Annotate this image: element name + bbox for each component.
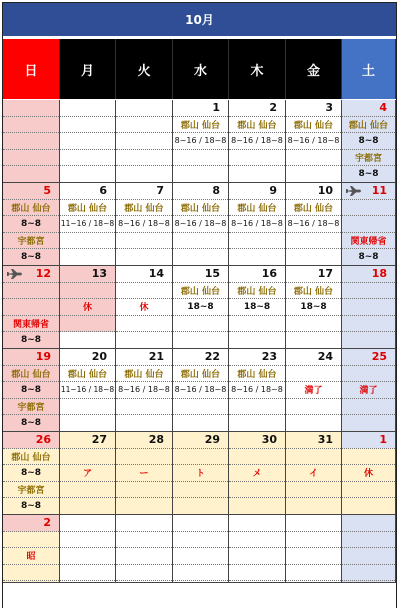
day-number — [286, 515, 341, 532]
day-number: 17 — [286, 266, 341, 283]
day-entry: 8~16 / 18~8 — [286, 133, 341, 150]
day-entry — [286, 565, 341, 582]
day-entry — [60, 532, 115, 549]
weekday-header: 日 — [3, 39, 60, 99]
day-entry — [116, 498, 172, 515]
day-entry: 郡山 仙台 — [173, 117, 228, 134]
day-entry: 郡山 仙台 — [286, 117, 341, 134]
day-entry — [286, 366, 341, 383]
day-cell[interactable] — [173, 183, 229, 266]
day-number: 2 — [229, 100, 285, 117]
weekday-header: 金 — [286, 39, 342, 99]
day-entry — [229, 233, 285, 250]
day-entry — [342, 316, 395, 333]
day-entry — [342, 548, 395, 565]
day-entry: 宇都宮 — [3, 399, 59, 416]
day-entry — [173, 415, 228, 432]
day-number — [116, 515, 172, 532]
day-entry — [173, 565, 228, 582]
day-entry — [229, 548, 285, 565]
day-number — [3, 100, 59, 117]
day-cell[interactable] — [342, 432, 396, 515]
day-entry — [116, 548, 172, 565]
day-entry: 宇都宮 — [3, 233, 59, 250]
day-entry — [286, 316, 341, 333]
day-entry: ア — [60, 465, 115, 482]
day-cell[interactable] — [342, 349, 396, 432]
day-entry: 8~8 — [358, 169, 379, 180]
day-entry — [116, 166, 172, 183]
day-number: 11 — [342, 183, 395, 200]
day-entry: 郡山 仙台 — [60, 366, 115, 383]
day-number: 8 — [173, 183, 228, 200]
day-entry: 11~16 / 18~8 — [60, 382, 115, 399]
day-entry — [229, 316, 285, 333]
day-entry: 8~8 — [3, 216, 59, 233]
day-entry — [116, 249, 172, 266]
day-entry: 8~16 / 18~8 — [116, 382, 172, 399]
day-entry — [342, 565, 395, 582]
day-entry — [173, 548, 228, 565]
day-number: 19 — [3, 349, 59, 366]
day-cell[interactable] — [116, 266, 173, 349]
day-entry — [173, 249, 228, 266]
day-entry: 郡山 仙台 — [173, 366, 228, 383]
day-entry: 宇都宮 — [342, 150, 395, 167]
day-number: 29 — [173, 432, 228, 449]
day-entry — [173, 233, 228, 250]
day-number: 27 — [60, 432, 115, 449]
day-cell[interactable] — [229, 349, 286, 432]
day-entry: 郡山 仙台 — [3, 200, 59, 217]
day-entry: 18~8 — [173, 299, 228, 316]
day-entry — [60, 548, 115, 565]
day-cell[interactable] — [60, 266, 116, 349]
notes-area — [3, 582, 396, 609]
day-number: 25 — [342, 349, 395, 366]
day-entry: 8~16 / 18~8 — [229, 216, 285, 233]
day-entry — [60, 332, 115, 349]
day-number: 22 — [173, 349, 228, 366]
day-entry: 関東帰省 — [342, 233, 395, 250]
day-entry — [173, 316, 228, 333]
day-entry — [286, 332, 341, 349]
day-cell[interactable] — [229, 183, 286, 266]
day-entry — [229, 532, 285, 549]
day-entry: 満了 — [286, 382, 341, 399]
day-entry — [116, 415, 172, 432]
day-entry: 8~16 / 18~8 — [173, 133, 228, 150]
day-entry — [173, 150, 228, 167]
day-entry — [60, 482, 115, 499]
day-entry: 昭 — [3, 548, 59, 565]
day-entry — [342, 399, 395, 416]
day-entry — [286, 249, 341, 266]
day-cell[interactable] — [173, 266, 229, 349]
day-entry — [286, 399, 341, 416]
day-number: 23 — [229, 349, 285, 366]
day-entry: 郡山 仙台 — [116, 200, 172, 217]
day-number: 16 — [229, 266, 285, 283]
day-entry: 郡山 仙台 — [286, 200, 341, 217]
day-number: 21 — [116, 349, 172, 366]
day-entry — [342, 482, 395, 499]
day-number — [116, 100, 172, 117]
day-entry — [229, 415, 285, 432]
day-number: 31 — [286, 432, 341, 449]
day-cell[interactable] — [116, 432, 173, 515]
day-entry — [3, 283, 59, 300]
day-entry: 満了 — [342, 382, 395, 399]
day-entry — [3, 133, 59, 150]
day-entry: 郡山 仙台 — [229, 366, 285, 383]
day-entry: 郡山 仙台 — [229, 117, 285, 134]
day-cell[interactable] — [286, 432, 342, 515]
day-entry — [286, 482, 341, 499]
day-entry: 郡山 仙台 — [3, 366, 59, 383]
day-entry — [116, 117, 172, 134]
day-entry: 8~16 / 18~8 — [229, 382, 285, 399]
day-number: 18 — [342, 266, 395, 283]
day-entry: 宇都宮 — [3, 482, 59, 499]
day-entry: 郡山 仙台 — [173, 283, 228, 300]
day-entry — [286, 166, 341, 183]
day-entry — [342, 532, 395, 549]
day-entry — [286, 415, 341, 432]
day-entry: ー — [116, 465, 172, 482]
day-entry — [116, 532, 172, 549]
day-entry — [116, 316, 172, 333]
day-entry — [342, 200, 395, 217]
day-entry: 8~8 — [20, 335, 42, 346]
day-number: 6 — [60, 183, 115, 200]
day-cell[interactable] — [342, 183, 396, 266]
day-entry: ト — [173, 465, 228, 482]
day-entry: 11~16 / 18~8 — [60, 216, 115, 233]
day-entry: 郡山 仙台 — [3, 449, 59, 466]
day-cell[interactable] — [286, 183, 342, 266]
day-cell[interactable] — [3, 100, 60, 183]
day-entry — [3, 532, 59, 549]
day-cell[interactable] — [60, 349, 116, 432]
day-entry: 郡山 仙台 — [342, 117, 395, 134]
day-entry — [116, 150, 172, 167]
day-number: 3 — [286, 100, 341, 117]
day-number: 24 — [286, 349, 341, 366]
day-cell[interactable] — [60, 432, 116, 515]
day-entry: 18~8 — [229, 299, 285, 316]
day-entry — [342, 299, 395, 316]
day-entry — [60, 415, 115, 432]
weekday-header: 水 — [173, 39, 229, 99]
day-number: 12 — [3, 266, 59, 283]
day-entry — [116, 133, 172, 150]
day-entry — [286, 150, 341, 167]
day-number: 13 — [60, 266, 115, 283]
day-cell[interactable] — [286, 100, 342, 183]
day-entry: 8~16 / 18~8 — [229, 133, 285, 150]
day-number: 1 — [173, 100, 228, 117]
day-entry: 18~8 — [286, 299, 341, 316]
day-entry — [173, 449, 228, 466]
day-entry — [116, 565, 172, 582]
day-entry — [229, 498, 285, 515]
day-entry: 8~8 — [3, 382, 59, 399]
day-cell[interactable] — [286, 349, 342, 432]
day-entry — [60, 150, 115, 167]
day-number — [60, 100, 115, 117]
day-entry: 8~16 / 18~8 — [173, 216, 228, 233]
calendar-frame — [2, 2, 397, 608]
day-entry: 8~16 / 18~8 — [173, 382, 228, 399]
day-entry — [229, 482, 285, 499]
day-entry — [342, 332, 395, 349]
day-number: 20 — [60, 349, 115, 366]
day-entry — [60, 316, 115, 333]
day-number: 4 — [342, 100, 395, 117]
day-entry — [60, 399, 115, 416]
day-number — [173, 515, 228, 532]
day-entry: 郡山 仙台 — [286, 283, 341, 300]
day-number: 28 — [116, 432, 172, 449]
day-entry — [229, 249, 285, 266]
day-entry — [286, 548, 341, 565]
day-entry: メ — [229, 465, 285, 482]
day-entry: 休 — [60, 299, 115, 316]
day-cell[interactable] — [342, 266, 396, 349]
day-entry: 郡山 仙台 — [60, 200, 115, 217]
day-cell[interactable] — [286, 266, 342, 349]
day-entry: イ — [286, 465, 341, 482]
day-cell[interactable] — [60, 183, 116, 266]
day-cell[interactable] — [173, 349, 229, 432]
day-cell[interactable] — [229, 100, 286, 183]
day-entry — [229, 399, 285, 416]
day-entry — [229, 150, 285, 167]
day-cell[interactable] — [173, 100, 229, 183]
day-entry — [173, 498, 228, 515]
day-entry: 8~8 — [20, 418, 42, 429]
day-entry — [3, 299, 59, 316]
day-entry — [286, 532, 341, 549]
day-entry — [173, 399, 228, 416]
day-entry — [116, 332, 172, 349]
day-entry — [173, 532, 228, 549]
day-entry: 8~8 — [342, 133, 395, 150]
day-entry — [60, 117, 115, 134]
day-entry — [116, 399, 172, 416]
weekday-header: 火 — [116, 39, 173, 99]
day-number: 5 — [3, 183, 59, 200]
day-entry — [342, 449, 395, 466]
day-entry — [342, 366, 395, 383]
day-entry: 8~16 / 18~8 — [286, 216, 341, 233]
day-entry — [60, 233, 115, 250]
day-entry: 郡山 仙台 — [229, 200, 285, 217]
day-entry — [60, 498, 115, 515]
airplane-icon — [7, 268, 23, 280]
weekday-header: 月 — [60, 39, 116, 99]
day-entry — [116, 482, 172, 499]
day-number: 9 — [229, 183, 285, 200]
day-entry: 郡山 仙台 — [173, 200, 228, 217]
day-entry — [60, 283, 115, 300]
day-entry — [60, 166, 115, 183]
day-entry — [116, 449, 172, 466]
day-entry — [229, 449, 285, 466]
day-entry — [116, 233, 172, 250]
day-number — [229, 515, 285, 532]
day-entry: 8~8 — [20, 501, 42, 512]
day-number: 15 — [173, 266, 228, 283]
day-entry — [286, 233, 341, 250]
day-entry: 8~8 — [358, 252, 379, 263]
day-cell[interactable] — [3, 183, 60, 266]
day-entry: 休 — [116, 299, 172, 316]
day-entry: 関東帰省 — [3, 316, 59, 333]
day-entry: 休 — [342, 465, 395, 482]
day-entry — [60, 249, 115, 266]
day-cell[interactable] — [229, 432, 286, 515]
day-entry — [173, 482, 228, 499]
day-cell[interactable] — [229, 266, 286, 349]
airplane-icon — [346, 185, 362, 197]
day-entry — [342, 498, 395, 515]
month-title: 10月 — [3, 3, 396, 36]
day-cell[interactable] — [116, 349, 173, 432]
day-number: 14 — [116, 266, 172, 283]
day-entry — [342, 415, 395, 432]
day-entry — [342, 216, 395, 233]
day-number — [60, 515, 115, 532]
day-entry — [116, 283, 172, 300]
day-cell[interactable] — [3, 432, 60, 515]
day-entry: 8~16 / 18~8 — [116, 216, 172, 233]
day-entry — [60, 449, 115, 466]
day-number: 30 — [229, 432, 285, 449]
day-entry — [286, 449, 341, 466]
day-entry: 郡山 仙台 — [116, 366, 172, 383]
day-cell[interactable] — [3, 266, 60, 349]
day-entry — [229, 332, 285, 349]
day-entry — [60, 133, 115, 150]
day-entry: 8~8 — [3, 465, 59, 482]
day-number — [342, 515, 395, 532]
day-cell[interactable] — [342, 100, 396, 183]
day-cell[interactable] — [116, 100, 173, 183]
day-number: 26 — [3, 432, 59, 449]
day-entry — [3, 565, 59, 582]
day-entry — [229, 166, 285, 183]
day-number: 2 — [3, 515, 59, 532]
day-entry — [173, 332, 228, 349]
day-entry — [3, 166, 59, 183]
day-number: 10 — [286, 183, 341, 200]
weekday-header: 土 — [342, 39, 396, 99]
day-number: 7 — [116, 183, 172, 200]
day-entry: 8~8 — [20, 252, 42, 263]
day-entry — [60, 565, 115, 582]
day-entry — [173, 166, 228, 183]
day-cell[interactable] — [173, 432, 229, 515]
day-entry: 郡山 仙台 — [229, 283, 285, 300]
weekday-header: 木 — [229, 39, 286, 99]
day-entry — [229, 565, 285, 582]
day-cell[interactable] — [3, 349, 60, 432]
day-cell[interactable] — [60, 100, 116, 183]
day-entry — [3, 150, 59, 167]
day-cell[interactable] — [116, 183, 173, 266]
day-entry — [3, 117, 59, 134]
day-number: 1 — [342, 432, 395, 449]
day-entry — [342, 283, 395, 300]
day-entry — [286, 498, 341, 515]
